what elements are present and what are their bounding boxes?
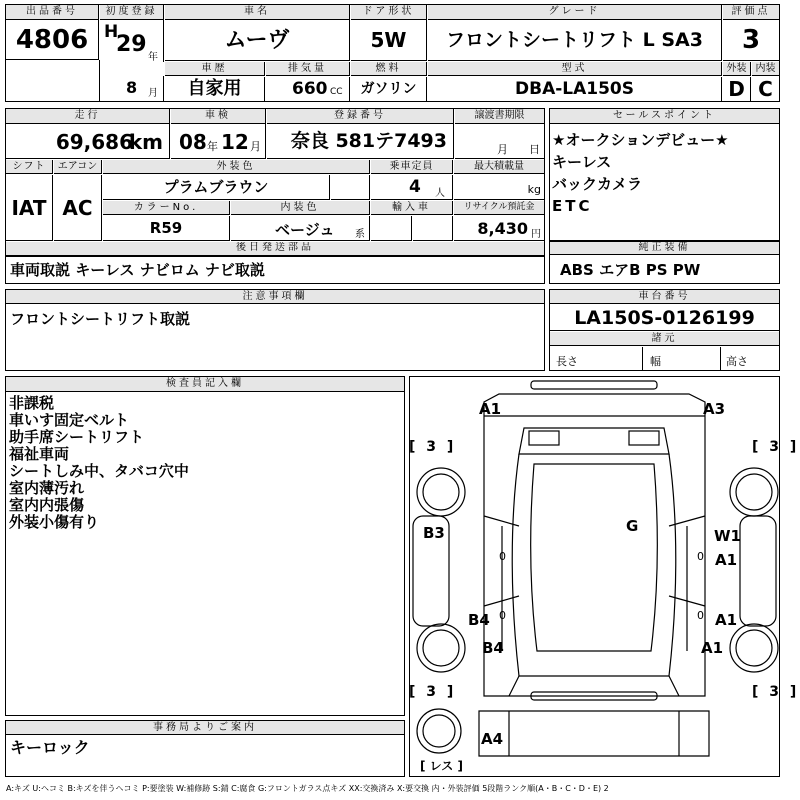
transfer-day: 日 (529, 143, 540, 156)
import-blank-2 (413, 216, 453, 241)
import-blank-1 (371, 216, 412, 241)
import-header: 輸入車 (371, 201, 453, 215)
tire-rr-value: 3 (769, 684, 780, 700)
car-name: ムーヴ (165, 20, 350, 61)
mileage-header: 走行 (6, 109, 170, 124)
displacement-cell (266, 77, 350, 101)
note-item: 室内内張傷 (9, 496, 85, 514)
inspection-cell (171, 124, 266, 159)
int-color-suffix: 系 (355, 229, 365, 240)
genuine: ABS エアB PS PW (560, 261, 701, 279)
width-label: 幅 (650, 355, 661, 368)
bracket-open: [ (752, 684, 759, 700)
sales-point-item: ★オークションデビュー★ (552, 131, 729, 149)
tire-fl (409, 439, 453, 455)
grade: フロントシートリフト L SA3 (428, 20, 722, 61)
capacity-unit: 人 (435, 188, 445, 199)
tire-fl-value: 3 (426, 439, 437, 455)
wheel-rl (417, 624, 465, 672)
transfer-month: 月 (497, 143, 508, 156)
ext-color: プラムブラウン (103, 175, 330, 200)
mark-a3-tr: A3 (703, 400, 726, 418)
length-cell (550, 347, 643, 370)
insp-year: 08 (179, 130, 207, 154)
height-label: 高さ (726, 355, 748, 368)
genuine-header: 純正装備 (550, 242, 779, 255)
int-header: 内装 (752, 62, 779, 76)
lot-no: 4806 (6, 20, 99, 60)
car-name-header: 車名 (165, 5, 350, 20)
reg-no: 奈良 581テ7493 (267, 124, 454, 159)
dims-header: 諸元 (550, 332, 779, 346)
note-item: 福祉車両 (9, 445, 70, 463)
note-item: 室内薄汚れ (9, 479, 85, 497)
int-color-header: 内装色 (231, 201, 370, 215)
year-unit: 年 (148, 52, 158, 62)
insp-month-unit: 月 (250, 140, 261, 153)
spare-tire (420, 757, 463, 774)
zero-mark: 0 (697, 609, 704, 622)
fuel: ガソリン (351, 77, 427, 101)
shift: IAT (6, 175, 53, 241)
tire-rl-value: 3 (426, 684, 437, 700)
zero-mark: 0 (499, 609, 506, 622)
sales-points-header: セールスポイント (550, 109, 779, 124)
first-reg-cell (100, 20, 164, 62)
note-item: 車いす固定ベルト (9, 411, 130, 429)
color-no: R59 (103, 216, 230, 241)
grade-header: グレード (428, 5, 722, 20)
yen-unit: 円 (531, 229, 541, 240)
year: 29 (116, 32, 147, 57)
capacity-cell (371, 175, 453, 200)
later-parts: 車両取説 キーレス ナビロム ナビ取説 (10, 261, 265, 279)
capacity: 4 (409, 177, 421, 197)
wheel-fl (417, 468, 465, 516)
aircon-header: エアコン (54, 160, 102, 174)
score-header: 評価点 (723, 5, 779, 20)
int-grade: C (758, 77, 773, 101)
length-label: 長さ (556, 355, 578, 368)
door-header: ドア形状 (351, 5, 427, 20)
shift-header: シフト (6, 160, 53, 174)
note-item: 非課税 (9, 395, 55, 412)
bracket-close: ] (446, 439, 454, 455)
windshield (519, 428, 669, 454)
bracket-close: ] (789, 439, 797, 455)
door-type: 5W (351, 20, 427, 61)
tire-rl (409, 684, 453, 700)
insp-year-unit: 年 (207, 140, 218, 153)
int-color: ベージュ (275, 221, 335, 239)
displacement-header: 排気量 (266, 62, 350, 76)
cc-unit: CC (330, 87, 343, 97)
transfer-header: 譲渡書期限 (455, 109, 544, 124)
office-header: 事務局よりご案内 (6, 721, 404, 735)
mark-a1-tl: A1 (479, 400, 502, 418)
mark-a1-r2: A1 (715, 611, 738, 629)
inspector-notes (9, 395, 399, 695)
bracket-close: ] (446, 684, 454, 700)
height-cell (722, 347, 779, 370)
displacement: 660 (292, 79, 328, 99)
caution-text: フロントシートリフト取説 (10, 310, 191, 328)
mileage-cell (6, 124, 170, 159)
legend: A:キズ U:ヘコミ B:キズを伴うヘコミ P:要塗装 W:補修跡 S:錆 C:腐食 G:フロントガラス点キズ XX:交換済み X:要交換 内・外装評価 5段階ランク順(A・B・C・D・E) 2 (6, 784, 609, 793)
int-color-cell (231, 216, 370, 241)
fuel-header: 燃料 (351, 62, 427, 76)
front-bumper (531, 381, 657, 389)
max-load-cell (454, 175, 544, 200)
month: 8 (126, 78, 138, 97)
cabin-outline (512, 454, 676, 676)
sales-point-item: バックカメラ (552, 175, 643, 193)
mark-a1-r3: A1 (701, 639, 724, 657)
bracket-open: [ (409, 684, 416, 700)
sales-point-item: キーレス (552, 153, 612, 171)
lot-no-header: 出品番号 (6, 5, 99, 20)
inspector-header: 検査員記入欄 (6, 377, 404, 392)
chassis-header: 車台番号 (550, 290, 779, 304)
month-unit: 月 (148, 88, 158, 99)
wheel-rr (730, 624, 778, 672)
spare-value: レス (429, 759, 454, 773)
zero-mark: 0 (697, 550, 704, 563)
history: 自家用 (165, 77, 265, 101)
rear-section (509, 676, 679, 696)
mark-b4-2: B4 (482, 639, 504, 657)
ext-color-header: 外装色 (103, 160, 370, 174)
bracket-close: ] (457, 759, 463, 773)
mark-a1-r1: A1 (715, 551, 738, 569)
bracket-close: ] (789, 684, 797, 700)
ext-header: 外装 (723, 62, 751, 76)
history-header: 車歴 (165, 62, 265, 76)
sales-point-item: ETC (552, 197, 593, 215)
transfer-cell (455, 124, 544, 159)
mark-b3: B3 (423, 524, 445, 542)
era: H (104, 22, 119, 42)
km-unit: km (128, 130, 163, 154)
score: 3 (723, 20, 779, 61)
later-parts-header: 後日発送部品 (6, 242, 544, 255)
chassis-no: LA150S-0126199 (550, 305, 779, 331)
bracket-open: [ (420, 759, 426, 773)
ext-color-blank (331, 175, 370, 200)
insp-month: 12 (221, 130, 249, 154)
aircon: AC (54, 175, 102, 241)
mark-b4-1: B4 (468, 611, 490, 629)
first-reg-header: 初度登録 (100, 5, 164, 20)
first-reg-month-cell (100, 76, 164, 101)
recycle-cell (454, 216, 544, 241)
reg-no-header: 登録番号 (267, 109, 454, 124)
note-item: シートしみ中、タバコ穴中 (9, 462, 189, 480)
width-cell (644, 347, 721, 370)
color-no-header: カラーNo. (103, 201, 230, 215)
wheel-fr (730, 468, 778, 516)
mileage: 69,686 (55, 130, 133, 154)
bracket-open: [ (752, 439, 759, 455)
ext-grade: D (723, 77, 751, 101)
inspection-header: 車検 (171, 109, 266, 124)
tire-fr-value: 3 (769, 439, 780, 455)
recycle-header: リサイクル預託金 (454, 201, 544, 215)
kg-unit: kg (527, 183, 541, 196)
mark-a4: A4 (481, 730, 504, 748)
note-item: 助手席シートリフト (9, 428, 145, 446)
office-notes: キーロック (10, 738, 90, 757)
mark-g: G (626, 517, 639, 535)
bracket-open: [ (409, 439, 416, 455)
max-load-header: 最大積載量 (454, 160, 544, 174)
caution-header: 注意事項欄 (6, 290, 544, 304)
mark-w1: W1 (714, 527, 741, 545)
sales-points-list (552, 129, 777, 239)
tire-rr (752, 684, 796, 700)
tire-fr (752, 439, 796, 455)
car-diagram (409, 376, 780, 777)
zero-mark: 0 (499, 550, 506, 563)
model-code: DBA-LA150S (428, 77, 722, 101)
model-code-header: 型式 (428, 62, 722, 76)
capacity-header: 乗車定員 (371, 160, 453, 174)
recycle: 8,430 (477, 219, 528, 238)
note-item: 外装小傷有り (9, 513, 100, 531)
